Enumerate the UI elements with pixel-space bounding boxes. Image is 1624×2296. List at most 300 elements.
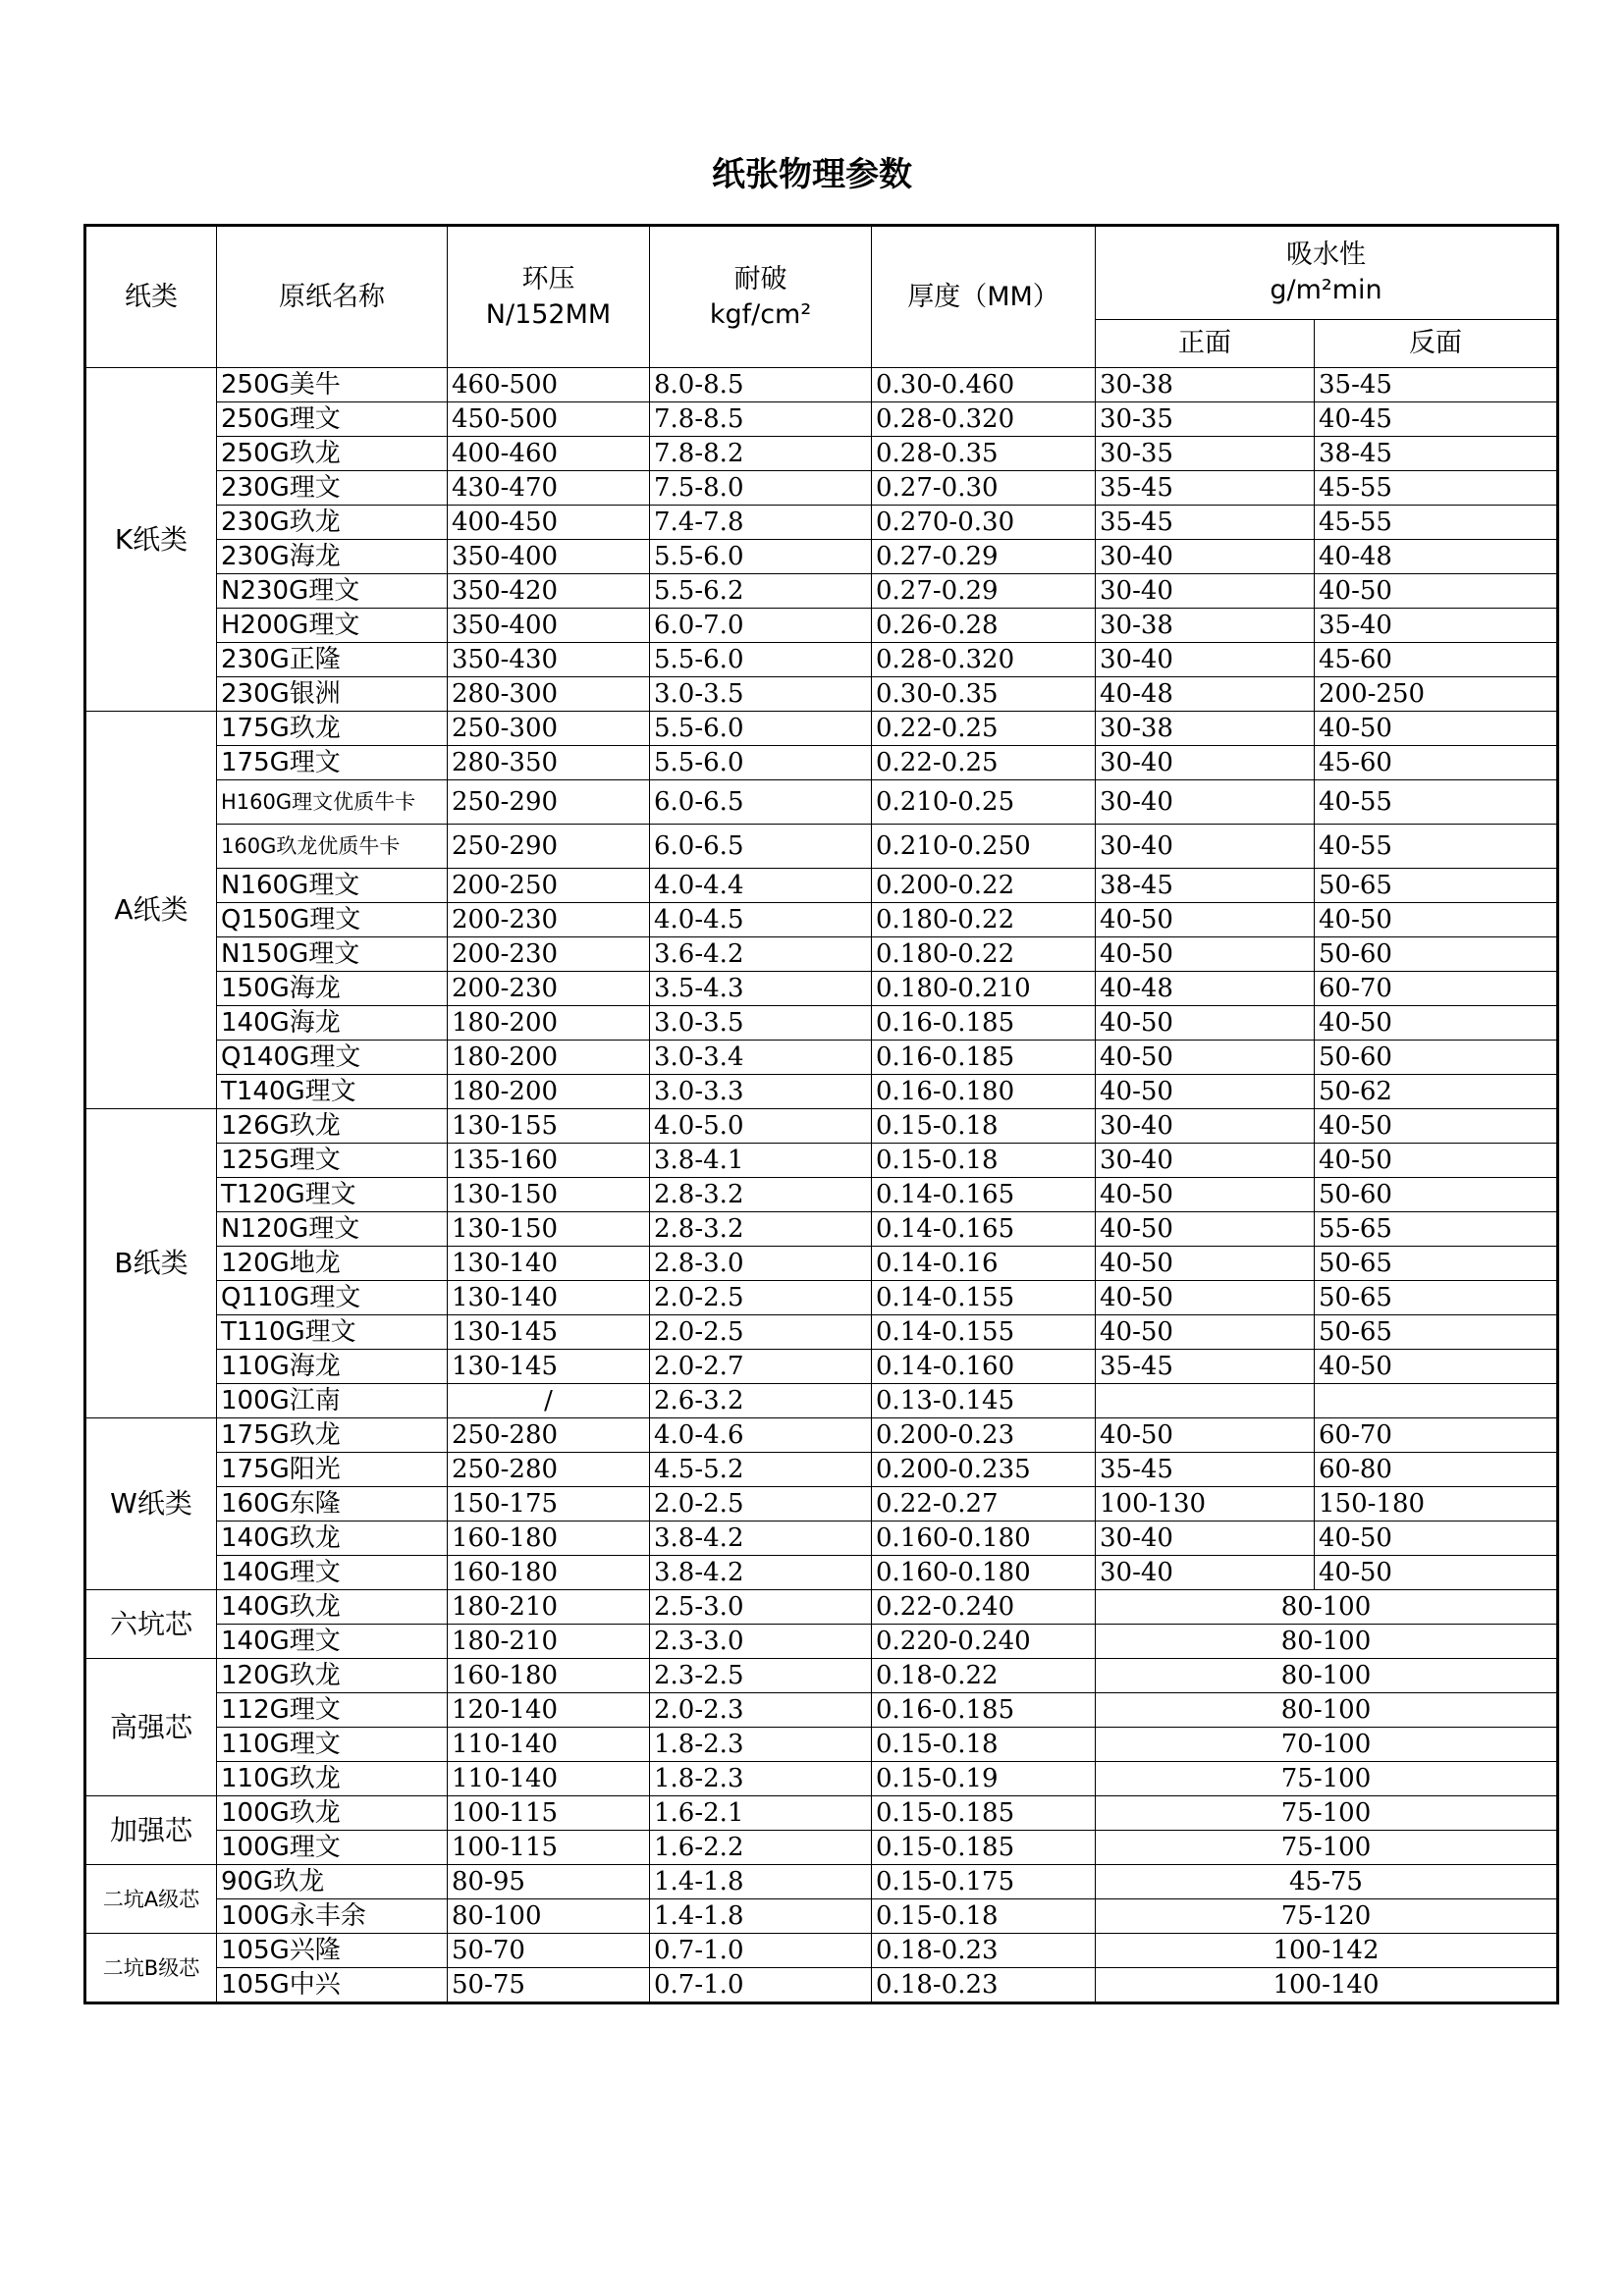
table-row	[85, 609, 1558, 643]
absorb-front-cell: 30-40	[1096, 780, 1315, 825]
burst-cell: 2.5-3.0	[650, 1590, 872, 1625]
burst-cell: 3.0-3.4	[650, 1041, 872, 1075]
table-row	[85, 574, 1558, 609]
absorb-back-cell: 35-45	[1315, 368, 1558, 402]
paper-name-cell: 140G理文	[217, 1556, 448, 1590]
page-title: 纸张物理参数	[712, 155, 912, 194]
paper-name-cell: 120G玖龙	[217, 1659, 448, 1693]
table-row	[85, 1831, 1558, 1865]
absorb-back-cell: 40-50	[1315, 1006, 1558, 1041]
burst-cell: 3.0-3.3	[650, 1075, 872, 1109]
absorb-front-cell: 40-48	[1096, 677, 1315, 712]
ring-crush-cell: 120-140	[448, 1693, 650, 1728]
absorb-front-cell: 30-40	[1096, 574, 1315, 609]
burst-cell: 0.7-1.0	[650, 1968, 872, 2003]
absorb-back-cell: 40-55	[1315, 825, 1558, 869]
absorb-back-cell: 60-70	[1315, 1418, 1558, 1453]
absorb-front-cell: 40-50	[1096, 1212, 1315, 1247]
absorb-back-cell: 40-50	[1315, 712, 1558, 746]
ring-crush-cell: 280-300	[448, 677, 650, 712]
absorb-front-cell: 40-50	[1096, 937, 1315, 972]
table-row	[85, 1625, 1558, 1659]
ring-crush-cell: 50-70	[448, 1934, 650, 1968]
absorb-front-cell: 35-45	[1096, 1453, 1315, 1487]
paper-name-cell: 140G海龙	[217, 1006, 448, 1041]
absorb-back-cell: 50-65	[1315, 1247, 1558, 1281]
absorb-front-cell: 30-38	[1096, 609, 1315, 643]
absorb-back-cell: 45-55	[1315, 471, 1558, 506]
table-row	[85, 1350, 1558, 1384]
burst-cell: 5.5-6.0	[650, 746, 872, 780]
table-row	[85, 1178, 1558, 1212]
absorb-front-cell: 30-40	[1096, 1144, 1315, 1178]
table-row	[85, 1796, 1558, 1831]
paper-name-cell: 230G玖龙	[217, 506, 448, 540]
ring-crush-cell: 350-400	[448, 540, 650, 574]
paper-name-cell: 126G玖龙	[217, 1109, 448, 1144]
table-row	[85, 903, 1558, 937]
paper-name-cell: H160G理文优质牛卡	[217, 780, 448, 825]
burst-cell: 3.0-3.5	[650, 677, 872, 712]
ring-crush-cell: 130-140	[448, 1281, 650, 1315]
burst-cell: 7.8-8.2	[650, 437, 872, 471]
thickness-cell: 0.15-0.18	[872, 1728, 1096, 1762]
ring-crush-cell: 110-140	[448, 1762, 650, 1796]
thickness-cell: 0.18-0.23	[872, 1968, 1096, 2003]
paper-name-cell: 120G地龙	[217, 1247, 448, 1281]
table-row	[85, 1728, 1558, 1762]
absorb-front-cell: 30-38	[1096, 712, 1315, 746]
thickness-cell: 0.16-0.180	[872, 1075, 1096, 1109]
table-row	[85, 368, 1558, 402]
table-row	[85, 471, 1558, 506]
absorb-back-cell: 55-65	[1315, 1212, 1558, 1247]
ring-crush-cell: 430-470	[448, 471, 650, 506]
thickness-cell: 0.22-0.27	[872, 1487, 1096, 1522]
burst-cell: 5.5-6.0	[650, 712, 872, 746]
thickness-cell: 0.30-0.460	[872, 368, 1096, 402]
thickness-cell: 0.26-0.28	[872, 609, 1096, 643]
absorb-front-cell: 35-45	[1096, 506, 1315, 540]
absorb-back-cell: 45-55	[1315, 506, 1558, 540]
paper-name-cell: 175G理文	[217, 746, 448, 780]
thickness-cell: 0.22-0.240	[872, 1590, 1096, 1625]
table-row	[85, 1041, 1558, 1075]
absorb-front-cell: 40-50	[1096, 1006, 1315, 1041]
absorb-front-cell: 40-50	[1096, 1315, 1315, 1350]
paper-name-cell: 90G玖龙	[217, 1865, 448, 1899]
burst-cell: 4.0-5.0	[650, 1109, 872, 1144]
absorb-cell: 70-100	[1096, 1728, 1558, 1762]
thickness-cell: 0.14-0.155	[872, 1315, 1096, 1350]
ring-crush-cell: 110-140	[448, 1728, 650, 1762]
thickness-cell: 0.18-0.22	[872, 1659, 1096, 1693]
table-row	[85, 506, 1558, 540]
table-row	[85, 937, 1558, 972]
ring-crush-cell: 80-100	[448, 1899, 650, 1934]
thickness-cell: 0.28-0.320	[872, 643, 1096, 677]
absorb-front-cell: 30-40	[1096, 643, 1315, 677]
thickness-cell: 0.15-0.19	[872, 1762, 1096, 1796]
table-row	[85, 825, 1558, 869]
burst-cell: 2.8-3.0	[650, 1247, 872, 1281]
header-thickness: 厚度（MM）	[872, 226, 1096, 368]
absorb-back-cell: 45-60	[1315, 746, 1558, 780]
absorb-front-cell: 40-50	[1096, 1075, 1315, 1109]
header-ring-crush: 环压 N/152MM	[448, 226, 650, 368]
paper-name-cell: 140G玖龙	[217, 1522, 448, 1556]
thickness-cell: 0.18-0.23	[872, 1934, 1096, 1968]
absorb-back-cell: 60-70	[1315, 972, 1558, 1006]
absorb-front-cell: 40-48	[1096, 972, 1315, 1006]
thickness-cell: 0.27-0.30	[872, 471, 1096, 506]
absorb-back-cell: 40-50	[1315, 1556, 1558, 1590]
absorb-cell: 75-100	[1096, 1831, 1558, 1865]
table-row	[85, 1865, 1558, 1899]
burst-cell: 0.7-1.0	[650, 1934, 872, 1968]
absorb-front-cell: 30-40	[1096, 746, 1315, 780]
burst-cell: 3.5-4.3	[650, 972, 872, 1006]
burst-cell: 1.6-2.1	[650, 1796, 872, 1831]
burst-cell: 1.8-2.3	[650, 1728, 872, 1762]
table-row	[85, 1075, 1558, 1109]
absorb-front-cell: 30-40	[1096, 1556, 1315, 1590]
header-back: 反面	[1315, 320, 1558, 368]
absorb-back-cell: 50-65	[1315, 1281, 1558, 1315]
table-row	[85, 540, 1558, 574]
burst-cell: 6.0-6.5	[650, 780, 872, 825]
ring-crush-cell: 130-145	[448, 1315, 650, 1350]
absorb-back-cell: 40-45	[1315, 402, 1558, 437]
ring-crush-cell: 130-150	[448, 1212, 650, 1247]
burst-cell: 4.0-4.5	[650, 903, 872, 937]
ring-crush-cell: 160-180	[448, 1556, 650, 1590]
thickness-cell: 0.160-0.180	[872, 1556, 1096, 1590]
paper-name-cell: Q110G理文	[217, 1281, 448, 1315]
paper-name-cell: 230G正隆	[217, 643, 448, 677]
absorb-front-cell: 30-40	[1096, 540, 1315, 574]
header-row	[85, 226, 1558, 320]
thickness-cell: 0.14-0.16	[872, 1247, 1096, 1281]
ring-crush-cell: 130-140	[448, 1247, 650, 1281]
absorb-back-cell	[1315, 1384, 1558, 1418]
thickness-cell: 0.22-0.25	[872, 746, 1096, 780]
paper-name-cell: 250G玖龙	[217, 437, 448, 471]
paper-name-cell: H200G理文	[217, 609, 448, 643]
absorb-front-cell: 40-50	[1096, 1247, 1315, 1281]
paper-name-cell: 230G银洲	[217, 677, 448, 712]
paper-name-cell: 250G理文	[217, 402, 448, 437]
category-cell: 高强芯	[85, 1659, 217, 1796]
header-burst: 耐破 kgf/cm²	[650, 226, 872, 368]
ring-crush-cell: 130-145	[448, 1350, 650, 1384]
thickness-cell: 0.28-0.35	[872, 437, 1096, 471]
thickness-cell: 0.16-0.185	[872, 1041, 1096, 1075]
thickness-cell: 0.27-0.29	[872, 540, 1096, 574]
paper-name-cell: 110G玖龙	[217, 1762, 448, 1796]
ring-crush-cell: 130-155	[448, 1109, 650, 1144]
ring-crush-cell: 100-115	[448, 1796, 650, 1831]
absorb-back-cell: 40-50	[1315, 1522, 1558, 1556]
ring-crush-cell: 200-250	[448, 869, 650, 903]
absorb-back-cell: 40-50	[1315, 1144, 1558, 1178]
paper-name-cell: 125G理文	[217, 1144, 448, 1178]
table-row	[85, 1384, 1558, 1418]
absorb-front-cell: 30-40	[1096, 1522, 1315, 1556]
table-row	[85, 1934, 1558, 1968]
paper-name-cell: Q140G理文	[217, 1041, 448, 1075]
ring-crush-cell: 250-280	[448, 1453, 650, 1487]
table-row	[85, 1693, 1558, 1728]
ring-crush-cell: 130-150	[448, 1178, 650, 1212]
absorb-cell: 100-142	[1096, 1934, 1558, 1968]
paper-name-cell: 160G玖龙优质牛卡	[217, 825, 448, 869]
burst-cell: 3.6-4.2	[650, 937, 872, 972]
table-row	[85, 1144, 1558, 1178]
ring-crush-cell: /	[448, 1384, 650, 1418]
thickness-cell: 0.22-0.25	[872, 712, 1096, 746]
paper-name-cell: 100G理文	[217, 1831, 448, 1865]
thickness-cell: 0.180-0.22	[872, 937, 1096, 972]
table-row	[85, 1899, 1558, 1934]
paper-name-cell: 105G兴隆	[217, 1934, 448, 1968]
paper-parameters-table	[83, 224, 1559, 2004]
ring-crush-cell: 200-230	[448, 903, 650, 937]
paper-name-cell: N230G理文	[217, 574, 448, 609]
thickness-cell: 0.15-0.175	[872, 1865, 1096, 1899]
burst-cell: 5.5-6.0	[650, 643, 872, 677]
ring-crush-cell: 250-300	[448, 712, 650, 746]
absorb-front-cell: 40-50	[1096, 1281, 1315, 1315]
absorb-cell: 80-100	[1096, 1590, 1558, 1625]
burst-cell: 3.0-3.5	[650, 1006, 872, 1041]
paper-name-cell: T110G理文	[217, 1315, 448, 1350]
category-cell: 二坑A级芯	[85, 1865, 217, 1934]
burst-cell: 2.8-3.2	[650, 1212, 872, 1247]
table-row	[85, 1968, 1558, 2003]
ring-crush-cell: 100-115	[448, 1831, 650, 1865]
table-row	[85, 1522, 1558, 1556]
thickness-cell: 0.180-0.22	[872, 903, 1096, 937]
table-row	[85, 1109, 1558, 1144]
thickness-cell: 0.160-0.180	[872, 1522, 1096, 1556]
ring-crush-cell: 50-75	[448, 1968, 650, 2003]
thickness-cell: 0.15-0.18	[872, 1109, 1096, 1144]
ring-crush-cell: 250-290	[448, 780, 650, 825]
paper-name-cell: 175G玖龙	[217, 1418, 448, 1453]
absorb-front-cell: 40-50	[1096, 1418, 1315, 1453]
burst-cell: 1.8-2.3	[650, 1762, 872, 1796]
absorb-back-cell: 40-48	[1315, 540, 1558, 574]
absorb-cell: 100-140	[1096, 1968, 1558, 2003]
absorb-front-cell: 35-45	[1096, 471, 1315, 506]
absorb-cell: 80-100	[1096, 1659, 1558, 1693]
paper-name-cell: 140G理文	[217, 1625, 448, 1659]
burst-cell: 8.0-8.5	[650, 368, 872, 402]
absorb-back-cell: 35-40	[1315, 609, 1558, 643]
absorb-back-cell: 50-65	[1315, 869, 1558, 903]
paper-name-cell: 110G理文	[217, 1728, 448, 1762]
absorb-front-cell: 100-130	[1096, 1487, 1315, 1522]
thickness-cell: 0.13-0.145	[872, 1384, 1096, 1418]
thickness-cell: 0.16-0.185	[872, 1006, 1096, 1041]
absorb-cell: 80-100	[1096, 1693, 1558, 1728]
thickness-cell: 0.200-0.23	[872, 1418, 1096, 1453]
thickness-cell: 0.16-0.185	[872, 1693, 1096, 1728]
absorb-front-cell: 38-45	[1096, 869, 1315, 903]
absorb-back-cell: 50-62	[1315, 1075, 1558, 1109]
burst-cell: 4.5-5.2	[650, 1453, 872, 1487]
table-row	[85, 1453, 1558, 1487]
ring-crush-cell: 350-400	[448, 609, 650, 643]
thickness-cell: 0.270-0.30	[872, 506, 1096, 540]
ring-crush-cell: 180-200	[448, 1075, 650, 1109]
header-front: 正面	[1096, 320, 1315, 368]
burst-cell: 2.6-3.2	[650, 1384, 872, 1418]
table-row	[85, 780, 1558, 825]
burst-cell: 7.5-8.0	[650, 471, 872, 506]
paper-name-cell: 160G东隆	[217, 1487, 448, 1522]
absorb-cell: 80-100	[1096, 1625, 1558, 1659]
thickness-cell: 0.30-0.35	[872, 677, 1096, 712]
paper-name-cell: 175G玖龙	[217, 712, 448, 746]
thickness-cell: 0.210-0.25	[872, 780, 1096, 825]
table-row	[85, 1590, 1558, 1625]
absorb-back-cell: 40-50	[1315, 903, 1558, 937]
table-row	[85, 1315, 1558, 1350]
thickness-cell: 0.15-0.185	[872, 1831, 1096, 1865]
ring-crush-cell: 450-500	[448, 402, 650, 437]
thickness-cell: 0.200-0.22	[872, 869, 1096, 903]
absorb-back-cell: 45-60	[1315, 643, 1558, 677]
absorb-back-cell: 50-60	[1315, 937, 1558, 972]
table-row	[85, 1418, 1558, 1453]
thickness-cell: 0.200-0.235	[872, 1453, 1096, 1487]
ring-crush-cell: 180-210	[448, 1590, 650, 1625]
absorb-front-cell: 30-40	[1096, 825, 1315, 869]
burst-cell: 1.4-1.8	[650, 1865, 872, 1899]
burst-cell: 2.0-2.5	[650, 1487, 872, 1522]
burst-cell: 5.5-6.0	[650, 540, 872, 574]
table-row	[85, 712, 1558, 746]
thickness-cell: 0.180-0.210	[872, 972, 1096, 1006]
absorb-back-cell: 40-55	[1315, 780, 1558, 825]
table-row	[85, 1281, 1558, 1315]
paper-name-cell: T140G理文	[217, 1075, 448, 1109]
table-row	[85, 677, 1558, 712]
paper-name-cell: 150G海龙	[217, 972, 448, 1006]
burst-cell: 4.0-4.4	[650, 869, 872, 903]
absorb-cell: 75-120	[1096, 1899, 1558, 1934]
paper-name-cell: 100G江南	[217, 1384, 448, 1418]
thickness-cell: 0.220-0.240	[872, 1625, 1096, 1659]
absorb-back-cell: 50-60	[1315, 1041, 1558, 1075]
burst-cell: 7.8-8.5	[650, 402, 872, 437]
ring-crush-cell: 135-160	[448, 1144, 650, 1178]
ring-crush-cell: 160-180	[448, 1522, 650, 1556]
absorb-front-cell: 40-50	[1096, 1041, 1315, 1075]
category-cell: A纸类	[85, 712, 217, 1109]
absorb-front-cell: 30-40	[1096, 1109, 1315, 1144]
thickness-cell: 0.27-0.29	[872, 574, 1096, 609]
paper-name-cell: 110G海龙	[217, 1350, 448, 1384]
category-cell: 加强芯	[85, 1796, 217, 1865]
absorb-cell: 45-75	[1096, 1865, 1558, 1899]
burst-cell: 2.0-2.3	[650, 1693, 872, 1728]
thickness-cell: 0.28-0.320	[872, 402, 1096, 437]
header-name: 原纸名称	[217, 226, 448, 368]
paper-name-cell: 112G理文	[217, 1693, 448, 1728]
thickness-cell: 0.14-0.165	[872, 1212, 1096, 1247]
paper-name-cell: 175G阳光	[217, 1453, 448, 1487]
ring-crush-cell: 350-430	[448, 643, 650, 677]
table-row	[85, 1487, 1558, 1522]
burst-cell: 1.6-2.2	[650, 1831, 872, 1865]
table-row	[85, 1247, 1558, 1281]
category-cell: W纸类	[85, 1418, 217, 1590]
table-row	[85, 1556, 1558, 1590]
category-cell: 二坑B级芯	[85, 1934, 217, 2003]
absorb-back-cell: 38-45	[1315, 437, 1558, 471]
burst-cell: 5.5-6.2	[650, 574, 872, 609]
table-row	[85, 402, 1558, 437]
paper-name-cell: N150G理文	[217, 937, 448, 972]
burst-cell: 1.4-1.8	[650, 1899, 872, 1934]
absorb-front-cell: 30-35	[1096, 402, 1315, 437]
thickness-cell: 0.14-0.165	[872, 1178, 1096, 1212]
burst-cell: 3.8-4.2	[650, 1522, 872, 1556]
table-row	[85, 643, 1558, 677]
paper-name-cell: 100G永丰余	[217, 1899, 448, 1934]
category-cell: 六坑芯	[85, 1590, 217, 1659]
burst-cell: 2.3-2.5	[650, 1659, 872, 1693]
ring-crush-cell: 400-460	[448, 437, 650, 471]
table-row	[85, 972, 1558, 1006]
absorb-cell: 75-100	[1096, 1796, 1558, 1831]
table-row	[85, 746, 1558, 780]
paper-name-cell: 100G玖龙	[217, 1796, 448, 1831]
thickness-cell: 0.15-0.185	[872, 1796, 1096, 1831]
thickness-cell: 0.210-0.250	[872, 825, 1096, 869]
burst-cell: 3.8-4.2	[650, 1556, 872, 1590]
ring-crush-cell: 200-230	[448, 972, 650, 1006]
absorb-back-cell: 200-250	[1315, 677, 1558, 712]
paper-name-cell: T120G理文	[217, 1178, 448, 1212]
ring-crush-cell: 250-290	[448, 825, 650, 869]
thickness-cell: 0.15-0.18	[872, 1144, 1096, 1178]
paper-name-cell: 250G美牛	[217, 368, 448, 402]
absorb-back-cell: 50-60	[1315, 1178, 1558, 1212]
table-row	[85, 437, 1558, 471]
burst-cell: 3.8-4.1	[650, 1144, 872, 1178]
thickness-cell: 0.14-0.155	[872, 1281, 1096, 1315]
header-category: 纸类	[85, 226, 217, 368]
thickness-cell: 0.14-0.160	[872, 1350, 1096, 1384]
paper-name-cell: N160G理文	[217, 869, 448, 903]
paper-name-cell: 140G玖龙	[217, 1590, 448, 1625]
absorb-back-cell: 150-180	[1315, 1487, 1558, 1522]
absorb-back-cell: 40-50	[1315, 1109, 1558, 1144]
category-cell: K纸类	[85, 368, 217, 712]
absorb-front-cell: 30-35	[1096, 437, 1315, 471]
burst-cell: 6.0-6.5	[650, 825, 872, 869]
table-row	[85, 1212, 1558, 1247]
paper-name-cell: N120G理文	[217, 1212, 448, 1247]
ring-crush-cell: 180-210	[448, 1625, 650, 1659]
ring-crush-cell: 180-200	[448, 1041, 650, 1075]
absorb-front-cell: 35-45	[1096, 1350, 1315, 1384]
absorb-cell: 75-100	[1096, 1762, 1558, 1796]
